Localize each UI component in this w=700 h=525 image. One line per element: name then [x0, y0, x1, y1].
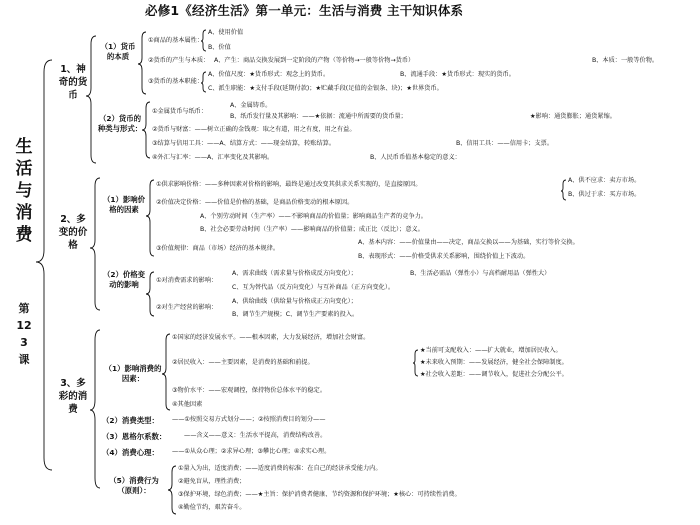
s2a-label: （1）影响价格的因素 [102, 195, 146, 215]
s3b-text: ——①按照交易方式划分——；②按照消费目的划分—— [172, 416, 326, 423]
s2-bracket [90, 178, 100, 310]
s1a-r1a: A、使用价值 [208, 29, 244, 36]
s1b-r2: ②货币与财富：——树立正确的金钱观：取之有道，用之有度，用之有益。 [152, 126, 356, 133]
s1b-r3b: B、信用工具：——信用卡；支票。 [456, 140, 554, 147]
s3e-label: （5）消费行为（原则）： [109, 476, 159, 496]
s2b-r1c: C、互为替代品（反方向变化）与互补商品（正方向变化）。 [232, 284, 395, 291]
s1b-r1: ①金属货币与纸币： [152, 108, 208, 115]
s3d-label: （4）消费心理： [102, 448, 159, 457]
s1a-r1: ①商品的基本属性： [148, 37, 204, 44]
s2a-r3b: B、表现形式：——价格受供求关系影响，围绕价值上下波动。 [358, 253, 530, 260]
s2a-r2b: B、社会必要劳动时间（生产率）——影响商品的价值量；成正比（反比）；意义。 [200, 226, 424, 233]
s1b-label: （2）货币的种类与形式： [97, 114, 143, 134]
page-title: 必修1《经济生活》第一单元：生活与消费 主干知识体系 [145, 3, 464, 18]
s3a-r2a: ★当前可支配收入：——扩大就业，增加居民收入。 [420, 347, 562, 354]
s1a-r3c: C、派生职能：★支付手段(延期付款)；★贮藏手段(足值的金银条、块)；★世界货币。 [208, 85, 443, 92]
s3a-r4: ④其他因素 [172, 401, 203, 408]
s2a-r3: ③价值规律：商品（市场）经济的基本规律。 [156, 245, 280, 252]
s1a-r2b: B、本质：一般等价物。 [592, 57, 659, 64]
s3d-text: ——①从众心理；②求异心理；③攀比心理；④求实心理。 [172, 448, 331, 455]
s1a-r3a: A、价值尺度：★货币形式：观念上的货币。 [208, 71, 330, 78]
s3a-r3: ③物价水平：——宏观调控，保持物价总体水平的稳定。 [172, 387, 327, 394]
s2a-bracket [146, 180, 154, 256]
s3e-bracket [168, 466, 176, 514]
main-bracket [36, 60, 52, 470]
s1b-r4b: B、人民币币值基本稳定的意义： [370, 154, 461, 161]
s3e-r3: ③保护环境，绿色消费；——★主旨：保护消费者健康、节约资源和保护环境；★核心：可持续性消费。 [178, 491, 461, 498]
unit-title-vertical: 生活与消费 [15, 137, 33, 245]
s3c-text: ——含义——意义：生活水平提高，消费结构改善。 [184, 432, 327, 439]
s1b-r4: ④外汇与汇率：——A、汇率变化及其影响。 [152, 154, 274, 161]
s1a-r1b: B、价值 [208, 44, 231, 51]
s1b-bracket [142, 102, 150, 158]
section-2-label: 2、多变的价格 [58, 214, 88, 251]
s1a-label: （1）货币的本质 [100, 42, 136, 62]
s1a-r2a: A、产生：商品交换发展到一定阶段的产物（等价物→一般等价物→货币） [214, 57, 415, 64]
s2a-r1: ①供求影响价格：——多种因素对价格的影响，最终是通过改变其供求关系实现的，是直接原因。 [156, 181, 422, 188]
s1b-r1a: A、金属铸币。 [230, 102, 272, 109]
s1a-r3b: B、流通手段：★货币形式：现实的货币。 [400, 71, 515, 78]
s2b-label: （2）价格变动的影响 [102, 270, 146, 290]
s3-bracket [90, 330, 100, 488]
s2a-r1b: B、供过于求：买方市场。 [568, 191, 641, 198]
s2b-r1a: A、需求曲线（需求量与价格成反方向变化）； [232, 270, 357, 277]
s2a-r2a: A、个别劳动时间（生产率）——不影响商品的价值量；影响商品生产者的竞争力。 [200, 213, 427, 220]
s3e-r4: ④勤俭节约，艰苦奋斗。 [178, 504, 246, 511]
s3b-label: （2）消费类型： [102, 416, 159, 425]
s1b-r1b: B、纸币发行量及其影响：——★依据：流通中所需要的货币量； [230, 113, 407, 120]
s2b-r2: ②对生产经营的影响： [156, 304, 218, 311]
section-1-label: 1、神奇的货币 [58, 64, 88, 101]
lessons-vertical: 第123课 [16, 302, 32, 366]
s2b-r2b: B、调节生产规模；C、调节生产要素的投入。 [232, 311, 359, 318]
s1a-r2: ②货币的产生与本质： [148, 57, 210, 64]
s3a-r2b: ★未来收入预期：——发展经济，健全社会保障制度。 [420, 359, 568, 366]
s3a-r1: ①国家的经济发展水平。——根本因素，大力发展经济，增加社会财富。 [172, 334, 370, 341]
s3c-label: （3）恩格尔系数： [102, 432, 167, 441]
s2a-r1a: A、供不应求：卖方市场。 [568, 177, 641, 184]
s1b-r1c: ★影响：通货膨胀；通货紧缩。 [530, 113, 616, 120]
s1b-r3: ③结算与信用工具：——A、结算方式：——现金结算，转账结算。 [152, 140, 336, 147]
s2a-r3a: A、基本内容：——价值量由——决定，商品交换以——为基础，实行等价交换。 [358, 239, 579, 246]
s3a-label: （1）影响消费的因素： [104, 364, 162, 384]
section-3-label: 3、多彩的消费 [58, 378, 88, 415]
s2b-r2a: A、供给曲线（供给量与价格成正方向变化）； [232, 298, 357, 305]
s1a-r3: ③货币的基本职能： [148, 78, 204, 85]
s2a-r2: ②价值决定价格：——价值是价格的基础，是商品价格变动的根本原因。 [156, 199, 354, 206]
s3e-r2: ②避免盲从，理性消费； [178, 478, 246, 485]
s3e-r1: ①量入为出，适度消费；——适度消费的标准：在自己的经济承受能力内。 [178, 465, 382, 472]
s2b-r1: ①对消费需求的影响： [156, 277, 218, 284]
s3a-r2c: ★社会收入差距：——调节收入，促进社会分配公平。 [420, 371, 568, 378]
s1a-bracket [138, 32, 146, 94]
s3a-r2: ②居民收入：——主要因素，是消费的基础和前提。 [172, 359, 314, 366]
s2b-r1b: B、生活必需品（弹性小）与高档耐用品（弹性大） [410, 270, 551, 277]
